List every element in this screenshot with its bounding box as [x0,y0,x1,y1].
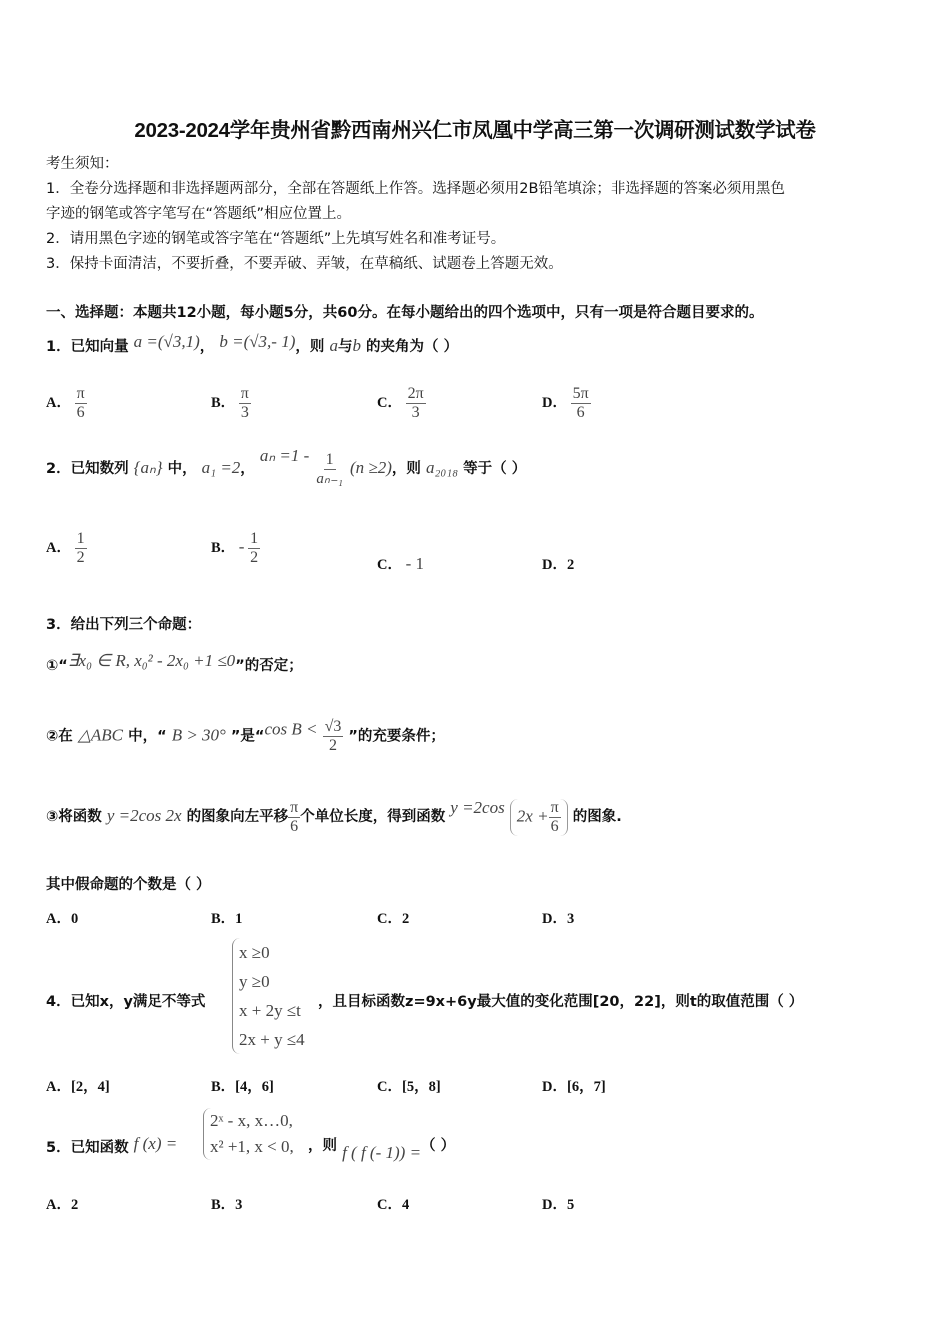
frac-num: 5π [572,385,589,402]
frac-num: π [240,385,249,402]
notice-item-3: 3．保持卡面清洁，不要折叠，不要弄破、弄皱，在草稿纸、试题卷上答题无效。 [46,256,563,272]
proposition-3 [46,798,622,836]
option-value: 5 [566,1197,575,1213]
frac-den: aₙ₋₁ [316,470,343,487]
question-text: ”的充要条件； [348,728,445,745]
notice-item-1: 1．全卷分选择题和非选择题两部分，全部在答题纸上作答。选择题必须用2B铅笔填涂；非选择题的答案必须用黑色 [46,181,785,197]
option-3a[interactable] [46,907,78,928]
question-5-tail [308,1134,455,1163]
frac-num: π [550,798,559,816]
option-5c[interactable] [377,1193,409,1214]
question-text: 已知向量 [70,339,129,355]
proposition-2 [46,718,445,755]
option-label: D． [542,1079,567,1095]
math-fx: f (x) = [133,1134,178,1153]
option-label: D． [542,1197,567,1213]
math-expression: ∃x₀ ∈ R, x₀² - 2x₀ +1 ≤0 [67,651,236,670]
frac-num: 2π [407,385,424,402]
option-5a[interactable] [46,1193,78,1214]
math-argument: 2x + [516,806,549,825]
math-sequence: {aₙ} [133,458,163,477]
option-value: 3 [235,1197,243,1213]
question-text: 个单位长度，得到函数 [300,809,446,825]
math-vector-b: b =(√3,- 1) [219,332,296,351]
section-heading: 一、选择题：本题共12小题，每小题5分，共60分。在每小题给出的四个选项中，只有一项是符合题目要求的。 [46,305,764,321]
option-label: A． [46,1079,71,1095]
question-text: 中， [167,461,197,477]
option-label: C． [377,1197,402,1213]
option-value: [4，6] [235,1079,274,1095]
inequality-system [232,938,305,1054]
question-5-lead [46,1134,177,1157]
option-label: B． [211,539,236,556]
proposition-1 [46,651,303,675]
option-5b[interactable] [211,1193,242,1214]
inequality: x + 2y ≤t [239,1001,301,1020]
option-2d[interactable] [542,553,574,574]
option-label: B． [211,911,236,927]
option-label: B． [211,1079,236,1095]
option-value: 2 [401,911,410,927]
option-3d[interactable] [542,907,574,928]
frac-den: 2 [76,549,85,566]
frac-num: 1 [325,450,334,468]
question-number: 4． [46,994,71,1010]
math-a: a [329,336,338,355]
math-a1: a₁ =2 [201,458,241,477]
question-3-ask: 其中假命题的个数是（ ） [46,877,211,893]
option-4d[interactable] [542,1075,606,1096]
option-label: C． [377,394,402,411]
proposition-marker: ③将函数 [46,809,102,825]
question-text: 的图象向左平移 [186,809,289,825]
math-triangle: △ABC [77,725,124,745]
frac-den: 6 [550,817,559,835]
option-label: A． [46,539,71,556]
option-label: C． [377,1079,402,1095]
question-text: 等于（ ） [463,461,527,477]
question-text: 的图象. [572,809,622,825]
notice-item-2: 2．请用黑色字迹的钢笔或答字笔在“答题纸”上先填写姓名和准考证号。 [46,231,506,247]
question-text: 给出下列三个命题： [70,617,202,633]
inequality: 2x + y ≤4 [239,1030,305,1049]
question-number: 2． [46,461,71,477]
option-1d[interactable] [542,385,591,422]
question-2 [46,446,526,488]
question-4-tail: ，且目标函数z=9x+6y最大值的变化范围[20，22]，则t的取值范围（ ） [318,994,804,1010]
frac-den: 6 [576,404,585,421]
option-label: D． [542,394,567,411]
question-number: 5． [46,1140,71,1156]
frac-den: 2 [328,737,337,754]
option-value: 2 [70,1197,79,1213]
option-value: [5，8] [401,1079,441,1095]
math-angle-condition: B > 30° [171,725,226,745]
math-vector-a: a =(√3,1) [133,332,200,351]
frac-den: 6 [290,817,299,835]
frac-num: π [76,385,85,402]
question-text: 的夹角为（ ） [366,339,459,355]
question-text: 已知函数 [70,1140,129,1156]
math-cos: cos B < [264,719,318,739]
option-label: D． [542,911,567,927]
option-5d[interactable] [542,1193,574,1214]
option-4b[interactable] [211,1075,274,1096]
option-label: A． [46,911,71,927]
option-2a[interactable] [46,530,87,567]
option-value: 1 [235,911,243,927]
notice-item-1-cont: 字迹的钢笔或答字笔写在“答题纸”相应位置上。 [46,206,352,222]
option-value: 4 [401,1197,410,1213]
option-label: D． [542,557,567,573]
option-label: A． [46,1197,71,1213]
option-label: C． [377,557,402,573]
option-value: 0 [70,911,79,927]
math-function-2: y =2cos [450,798,505,817]
notice-heading: 考生须知： [46,156,119,172]
math-b: b [352,336,361,355]
question-text: 已知数列 [70,461,129,477]
frac-num: 1 [76,530,85,547]
frac-num: √3 [324,718,342,735]
question-text: 中，“ [128,728,167,745]
frac-den: 3 [411,404,420,421]
option-2b[interactable] [211,530,260,567]
option-1a[interactable] [46,385,87,422]
question-text: ”的否定； [235,658,303,674]
math-expression: f ( f (- 1)) = [342,1143,422,1162]
option-4a[interactable] [46,1075,110,1096]
question-number: 3． [46,617,71,633]
option-value: [6，7] [566,1079,606,1095]
minus-sign: - [238,536,245,556]
inequality: x ≥0 [239,943,270,962]
option-value: 2 [566,557,575,573]
frac-den: 2 [250,549,259,566]
proposition-marker: ②在 [46,728,73,745]
math-a2018: a₂₀₁₈ [425,458,459,477]
option-3c[interactable] [377,907,409,928]
question-text: ，则 [308,1138,337,1154]
option-value: [2，4] [70,1079,110,1095]
option-2c[interactable] [377,553,424,574]
option-label: B． [211,1197,236,1213]
option-value: 3 [566,911,575,927]
question-text: ， [240,461,255,477]
math-function-1: y =2cos 2x [106,806,182,825]
question-text: ，则 [295,339,325,355]
option-1b[interactable] [211,385,251,422]
option-label: A． [46,394,71,411]
case: 2ˣ - x, x…0, [210,1111,293,1130]
inequality: y ≥0 [239,972,270,991]
option-3b[interactable] [211,907,242,928]
math-condition: (n ≥2) [350,458,392,477]
question-text: （ ） [421,1138,456,1154]
question-1: 1．已知向量 a =(√3,1)， b =(√3,- 1)，则 a与b 的夹角为（ ） [46,332,459,355]
frac-num: 1 [250,530,259,547]
case: x² +1, x < 0, [210,1137,294,1156]
option-value: - 1 [405,554,425,573]
option-label: B． [211,394,236,411]
option-label: C． [377,911,402,927]
question-text: ”是“ [230,728,265,745]
question-number: 1． [46,339,71,355]
question-4-lead [46,990,205,1011]
page-title: 2023-2024学年贵州省黔西南州兴仁市凤凰中学高三第一次调研测试数学试卷 [134,119,816,142]
piecewise-cases [203,1108,294,1160]
option-1c[interactable] [377,385,426,422]
frac-den: 6 [76,404,85,421]
question-text: 与 [337,339,353,355]
frac-num: π [290,798,299,816]
question-text: ，则 [391,461,421,477]
proposition-marker: ①“ [46,658,68,674]
math-an: aₙ =1 - [259,446,310,465]
question-3 [46,613,201,634]
option-4c[interactable] [377,1075,441,1096]
question-text: 已知x，y满足不等式 [70,994,206,1010]
frac-den: 3 [240,404,249,421]
